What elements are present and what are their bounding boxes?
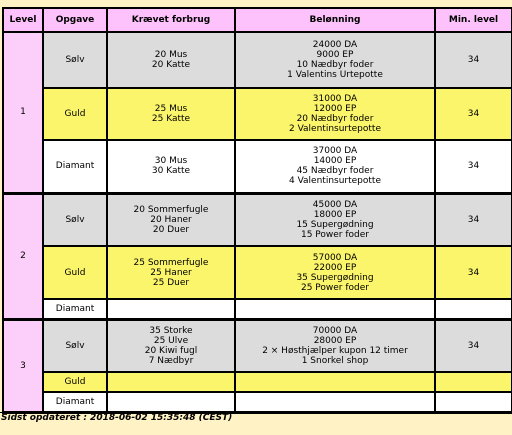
opgave-cell: Guld bbox=[43, 372, 107, 392]
belonning-cell bbox=[235, 88, 435, 140]
forbrug-line: 20 Sommerfugle bbox=[133, 204, 209, 215]
belonning-line: 45 Nædbyr foder bbox=[296, 166, 374, 177]
header-forbrug: Krævet forbrug bbox=[107, 8, 235, 32]
belonning-line: 25 Power foder bbox=[300, 282, 369, 293]
quest-row bbox=[3, 246, 512, 299]
forbrug-line: 30 Katte bbox=[151, 166, 191, 177]
opgave-cell: Sølv bbox=[43, 32, 107, 88]
forbrug-cell bbox=[107, 319, 235, 372]
forbrug-line: 7 Nædbyr bbox=[148, 355, 194, 366]
min-level-cell bbox=[435, 372, 512, 392]
min-level-cell: 34 bbox=[435, 32, 512, 88]
belonning-line: 10 Nædbyr foder bbox=[296, 60, 374, 70]
forbrug-line: 25 Sommerfugle bbox=[133, 257, 209, 268]
belonning-cell bbox=[235, 372, 435, 392]
last-updated-text: Sidst opdateret : 2018-06-02 15:35:48 (CEST) bbox=[1, 413, 233, 423]
quest-row bbox=[3, 299, 512, 319]
forbrug-line: 25 Haner bbox=[150, 267, 192, 278]
opgave-cell: Guld bbox=[43, 246, 107, 299]
belonning-line: 15 Supergødning bbox=[296, 219, 374, 230]
min-level-cell: 34 bbox=[435, 140, 512, 193]
min-level-cell bbox=[435, 392, 512, 412]
belonning-cell bbox=[235, 193, 435, 246]
level-cell: 1 bbox=[3, 32, 43, 193]
belonning-cell bbox=[235, 32, 435, 88]
quest-row bbox=[3, 392, 512, 412]
belonning-line: 9000 EP bbox=[316, 50, 354, 60]
belonning-line: 14000 EP bbox=[313, 156, 357, 167]
forbrug-cell bbox=[107, 246, 235, 299]
level-cell: 3 bbox=[3, 319, 43, 412]
belonning-line: 20 Nædbyr foder bbox=[296, 114, 374, 124]
belonning-line: 24000 DA bbox=[312, 40, 358, 50]
opgave-cell: Diamant bbox=[43, 392, 107, 412]
forbrug-cell bbox=[107, 140, 235, 193]
min-level-cell: 34 bbox=[435, 319, 512, 372]
quest-row bbox=[3, 372, 512, 392]
belonning-cell bbox=[235, 140, 435, 193]
forbrug-line: 25 Katte bbox=[151, 114, 191, 124]
belonning-line: 28000 EP bbox=[313, 335, 357, 346]
min-level-cell: 34 bbox=[435, 193, 512, 246]
quest-table bbox=[2, 7, 512, 414]
belonning-cell bbox=[235, 246, 435, 299]
belonning-cell bbox=[235, 392, 435, 412]
forbrug-line: 20 Duer bbox=[152, 224, 190, 235]
forbrug-cell bbox=[107, 32, 235, 88]
header-level: Level bbox=[3, 8, 43, 32]
quest-row bbox=[3, 88, 512, 140]
belonning-line: 4 Valentinsurtepotte bbox=[288, 176, 381, 187]
belonning-line: 15 Power foder bbox=[300, 229, 369, 240]
forbrug-cell bbox=[107, 299, 235, 319]
opgave-cell: Diamant bbox=[43, 140, 107, 193]
belonning-line: 2 × Høsthjælper kupon 12 timer bbox=[262, 345, 408, 356]
belonning-line: 37000 DA bbox=[312, 146, 358, 157]
forbrug-cell bbox=[107, 193, 235, 246]
belonning-line: 12000 EP bbox=[313, 104, 357, 114]
opgave-cell: Sølv bbox=[43, 319, 107, 372]
belonning-line: 1 Valentins Urtepotte bbox=[287, 70, 383, 80]
forbrug-cell bbox=[107, 372, 235, 392]
forbrug-line: 20 Mus bbox=[154, 50, 188, 60]
header-belonning: Belønning bbox=[235, 8, 435, 32]
belonning-line: 1 Snorkel shop bbox=[301, 355, 369, 366]
belonning-line: 18000 EP bbox=[313, 209, 357, 220]
quest-row bbox=[3, 193, 512, 246]
header-opgave: Opgave bbox=[43, 8, 107, 32]
forbrug-line: 20 Haner bbox=[150, 214, 192, 225]
forbrug-cell bbox=[107, 392, 235, 412]
belonning-cell bbox=[235, 299, 435, 319]
belonning-cell bbox=[235, 319, 435, 372]
belonning-line: 31000 DA bbox=[312, 94, 358, 104]
min-level-cell: 34 bbox=[435, 88, 512, 140]
forbrug-line: 20 Kiwi fugl bbox=[144, 345, 198, 356]
forbrug-line: 20 Katte bbox=[151, 60, 191, 70]
forbrug-line: 25 Ulve bbox=[153, 335, 189, 346]
belonning-line: 45000 DA bbox=[312, 199, 358, 210]
quest-row bbox=[3, 140, 512, 193]
level-cell: 2 bbox=[3, 193, 43, 319]
belonning-line: 2 Valentinsurtepotte bbox=[288, 124, 381, 134]
quest-row bbox=[3, 32, 512, 88]
belonning-line: 57000 DA bbox=[312, 252, 358, 263]
forbrug-line: 30 Mus bbox=[154, 156, 188, 167]
forbrug-line: 35 Storke bbox=[149, 325, 193, 336]
header-row bbox=[3, 8, 512, 32]
quest-body bbox=[3, 32, 512, 412]
forbrug-line: 25 Duer bbox=[152, 277, 190, 288]
belonning-line: 35 Supergødning bbox=[296, 272, 374, 283]
forbrug-cell bbox=[107, 88, 235, 140]
belonning-line: 22000 EP bbox=[313, 262, 357, 273]
opgave-cell: Guld bbox=[43, 88, 107, 140]
opgave-cell: Diamant bbox=[43, 299, 107, 319]
belonning-line: 70000 DA bbox=[312, 325, 358, 336]
opgave-cell: Sølv bbox=[43, 193, 107, 246]
quest-row bbox=[3, 319, 512, 372]
min-level-cell: 34 bbox=[435, 246, 512, 299]
min-level-cell bbox=[435, 299, 512, 319]
forbrug-line: 25 Mus bbox=[154, 104, 188, 114]
header-min-level: Min. level bbox=[435, 8, 512, 32]
